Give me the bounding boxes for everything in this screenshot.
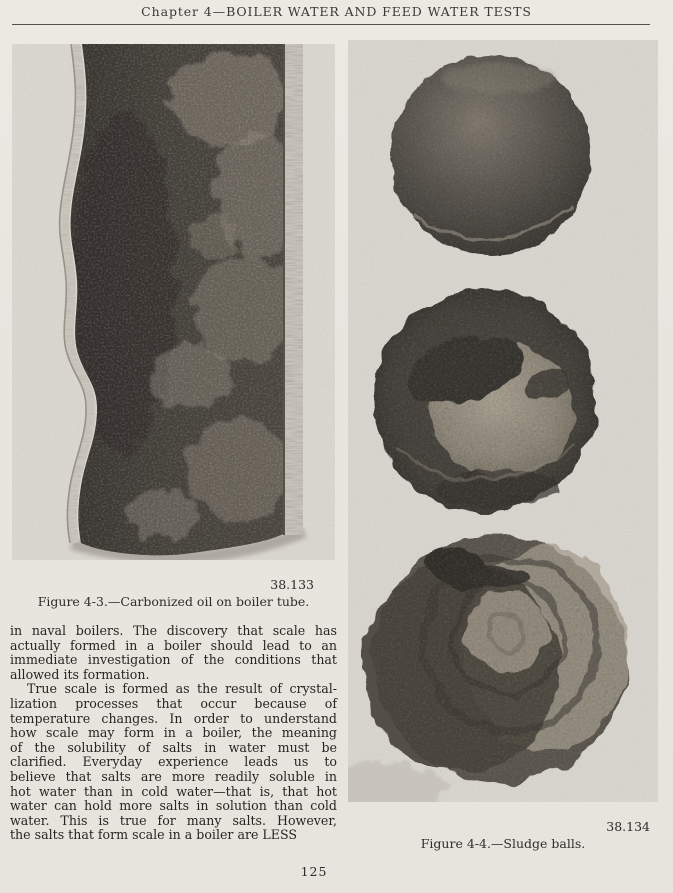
header-rule bbox=[12, 24, 650, 25]
text-line: True scale is formed as the result of crystal- bbox=[27, 681, 337, 697]
text-line: actually formed in a boiler should lead to an bbox=[10, 637, 337, 653]
figure-4-4-caption: Figure 4-4.—Sludge balls. bbox=[420, 836, 586, 851]
text-line: of the solubility of salts in water must be bbox=[10, 739, 337, 755]
text-line: temperature changes. In order to understand bbox=[10, 710, 337, 726]
page-number: 125 bbox=[300, 864, 328, 879]
sludge-ball-middle bbox=[373, 288, 597, 512]
paragraph-scale-discovery bbox=[10, 624, 337, 682]
text-line: immediate investigation of the conditions that bbox=[10, 652, 337, 668]
text-line: water can hold more salts in solution than cold bbox=[10, 798, 337, 814]
text-line: hot water than in cold water—that is, that hot bbox=[10, 783, 337, 799]
sludge-balls-illustration bbox=[348, 40, 658, 802]
text-line: lization processes that occur because of bbox=[10, 695, 337, 711]
figure-4-4-photo-id: 38.134 bbox=[606, 819, 650, 834]
text-line: allowed its formation. bbox=[10, 666, 150, 682]
text-line: in naval boilers. The discovery that scale has bbox=[10, 623, 337, 638]
tube-right-wall-edge bbox=[283, 44, 303, 535]
figure-4-3-photo-id: 38.133 bbox=[270, 577, 314, 592]
text-line: water. This is true for many salts. However, bbox=[10, 812, 337, 828]
chapter-header: Chapter 4—BOILER WATER AND FEED WATER TESTS bbox=[141, 4, 532, 19]
text-line: believe that salts are more readily soluble in bbox=[10, 768, 337, 784]
body-text-column bbox=[10, 624, 337, 843]
sludge-ball-top bbox=[391, 55, 591, 255]
text-line: how scale may form in a boiler, the meaning bbox=[10, 725, 337, 741]
text-line: the salts that form scale in a boiler are LESS bbox=[10, 827, 298, 843]
boiler-tube-illustration bbox=[12, 44, 335, 560]
paragraph-true-scale bbox=[10, 682, 337, 843]
figure-4-3-caption: Figure 4-3.—Carbonized oil on boiler tube. bbox=[37, 594, 310, 609]
figure-4-3-photo bbox=[12, 44, 335, 560]
figure-4-4-photo bbox=[348, 40, 658, 802]
text-line: clarified. Everyday experience leads us to bbox=[10, 754, 337, 770]
